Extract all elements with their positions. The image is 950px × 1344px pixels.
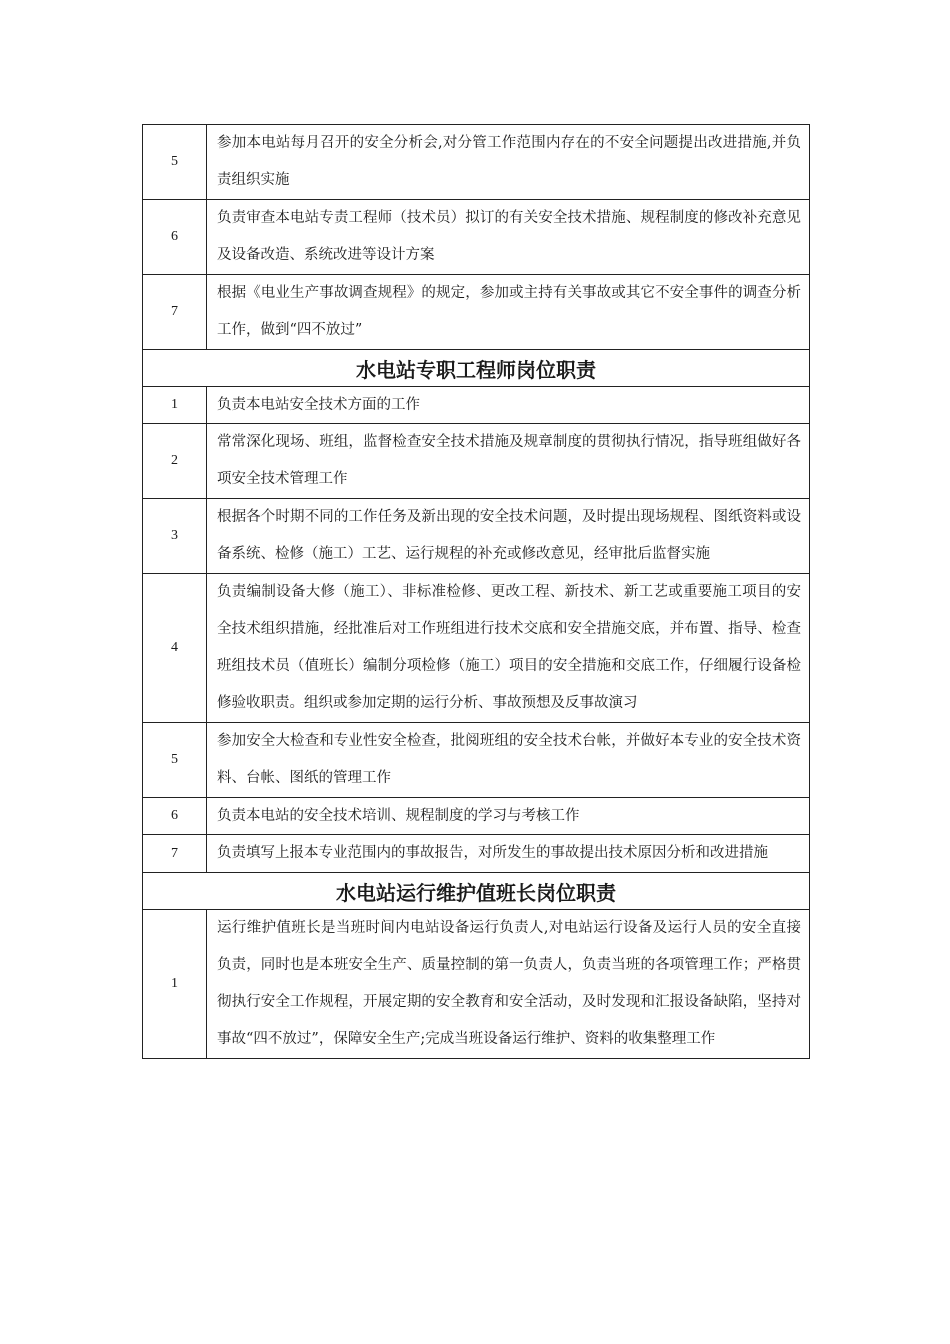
- row-number: 6: [143, 200, 207, 275]
- row-text: 负责本电站的安全技术培训、规程制度的学习与考核工作: [207, 798, 810, 835]
- table-row: [143, 835, 810, 873]
- table-row: [143, 499, 810, 574]
- row-number: 5: [143, 723, 207, 798]
- table-row: [143, 798, 810, 835]
- row-number: 6: [143, 798, 207, 835]
- row-number: 5: [143, 125, 207, 200]
- table-row: [143, 125, 810, 200]
- row-text: 负责填写上报本专业范围内的事故报告，对所发生的事故提出技术原因分析和改进措施: [207, 835, 810, 873]
- section-header-row: [143, 350, 810, 387]
- row-text: 运行维护值班长是当班时间内电站设备运行负责人,对电站运行设备及运行人员的安全直接负责，同时也是本班安全生产、质量控制的第一负责人，负责当班的各项管理工作；严格贯彻执行安全工作规程，开展定期的安全教育和安全活动，及时发现和汇报设备缺陷，坚持对事故“四不放过”，保障安全生产;完成当班设备运行维护、资料的收集整理工作: [207, 910, 810, 1059]
- table-row: [143, 574, 810, 723]
- row-number: 3: [143, 499, 207, 574]
- row-text: 根据各个时期不同的工作任务及新出现的安全技术问题，及时提出现场规程、图纸资料或设备系统、检修（施工）工艺、运行规程的补充或修改意见，经审批后监督实施: [207, 499, 810, 574]
- duty-table: [142, 124, 810, 1059]
- row-text: 负责本电站安全技术方面的工作: [207, 387, 810, 424]
- row-number: 1: [143, 387, 207, 424]
- row-text: 负责编制设备大修（施工）、非标准检修、更改工程、新技术、新工艺或重要施工项目的安全技术组织措施，经批准后对工作班组进行技术交底和安全措施交底，并布置、指导、检查班组技术员（值班长）编制分项检修（施工）项目的安全措施和交底工作，仔细履行设备检修验收职责。组织或参加定期的运行分析、事故预想及反事故演习: [207, 574, 810, 723]
- table-row: [143, 910, 810, 1059]
- row-text: 负责审查本电站专责工程师（技术员）拟订的有关安全技术措施、规程制度的修改补充意见及设备改造、系统改进等设计方案: [207, 200, 810, 275]
- row-number: 4: [143, 574, 207, 723]
- table-row: [143, 424, 810, 499]
- row-number: 1: [143, 910, 207, 1059]
- row-text: 参加本电站每月召开的安全分析会,对分管工作范围内存在的不安全问题提出改进措施,并负责组织实施: [207, 125, 810, 200]
- section-header-row: [143, 873, 810, 910]
- row-number: 7: [143, 835, 207, 873]
- row-text: 常常深化现场、班组，监督检查安全技术措施及规章制度的贯彻执行情况，指导班组做好各项安全技术管理工作: [207, 424, 810, 499]
- section-title: 水电站专职工程师岗位职责: [143, 350, 810, 387]
- table-row: [143, 387, 810, 424]
- table-row: [143, 200, 810, 275]
- row-text: 根据《电业生产事故调查规程》的规定，参加或主持有关事故或其它不安全事件的调查分析工作，做到“四不放过”: [207, 275, 810, 350]
- row-text: 参加安全大检查和专业性安全检查，批阅班组的安全技术台帐，并做好本专业的安全技术资料、台帐、图纸的管理工作: [207, 723, 810, 798]
- row-number: 2: [143, 424, 207, 499]
- table-row: [143, 723, 810, 798]
- section-title: 水电站运行维护值班长岗位职责: [143, 873, 810, 910]
- table-row: [143, 275, 810, 350]
- row-number: 7: [143, 275, 207, 350]
